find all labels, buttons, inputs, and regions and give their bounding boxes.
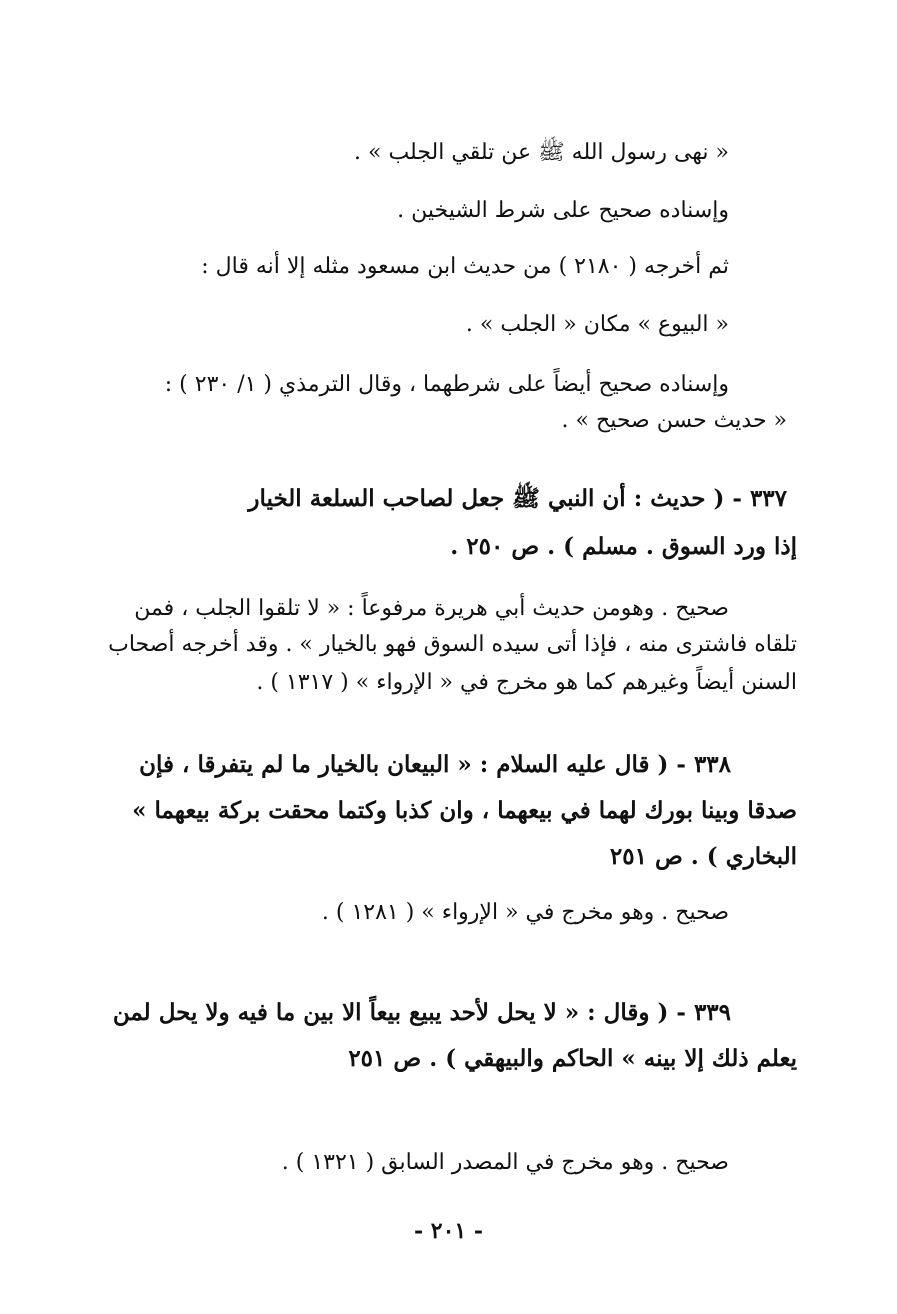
hadith-339-line-2: يعلم ذلك إلا بينه » الحاكم والبيهقي ) . ص ٢٥١ [348, 1045, 797, 1072]
hadith-338-line-2: صدقا وبينا بورك لهما في بيعهما ، وان كذبا وكتما محقت بركة بيعهما » [132, 797, 797, 824]
text-line-6: « حديث حسن صحيح » . [561, 408, 787, 433]
text-line-3: ثم أخرجه ( ٢١٨٠ ) من حديث ابن مسعود مثله إلا أنه قال : [201, 254, 729, 279]
text-line-18: صحيح . وهو مخرج في المصدر السابق ( ١٣٢١ ) . [281, 1150, 729, 1175]
text-line-9: صحيح . وهومن حديث أبي هريرة مرفوعاً : « لا تلقوا الجلب ، فمن [134, 596, 729, 621]
text-line-2: وإسناده صحيح على شرط الشيخين . [397, 198, 729, 223]
hadith-338-line-3: البخاري ) . ص ٢٥١ [609, 843, 797, 870]
text-line-10: تلقاه فاشترى منه ، فإذا أتى سيده السوق فهو بالخيار » . وقد أخرجه أصحاب [108, 632, 797, 657]
text-line-11: السنن أيضاً وغيرهم كما هو مخرج في « الإرواء » ( ١٣١٧ ) . [256, 670, 797, 695]
text-line-5: وإسناده صحيح أيضاً على شرطهما ، وقال الترمذي ( ١/ ٢٣٠ ) : [164, 372, 729, 397]
hadith-338-line-1: ٣٣٨ - ( قال عليه السلام : « البيعان بالخيار ما لم يتفرقا ، فإن [139, 751, 731, 778]
hadith-339-line-1: ٣٣٩ - ( وقال : « لا يحل لأحد يبيع بيعاً الا بين ما فيه ولا يحل لمن [112, 999, 731, 1026]
text-line-1: « نهى رسول الله ﷺ عن تلقي الجلب » . [354, 140, 729, 165]
text-line-15: صحيح . وهو مخرج في « الإرواء » ( ١٢٨١ ) . [321, 900, 729, 925]
text-line-4: « البيوع » مكان « الجلب » . [465, 312, 729, 337]
hadith-337-line-1: ٣٣٧ - ( حديث : أن النبي ﷺ جعل لصاحب السلعة الخيار [248, 485, 787, 512]
hadith-337-line-2: إذا ورد السوق . مسلم ) . ص ٢٥٠ . [450, 533, 797, 560]
page-number: - ٢٠١ - [413, 1218, 484, 1244]
